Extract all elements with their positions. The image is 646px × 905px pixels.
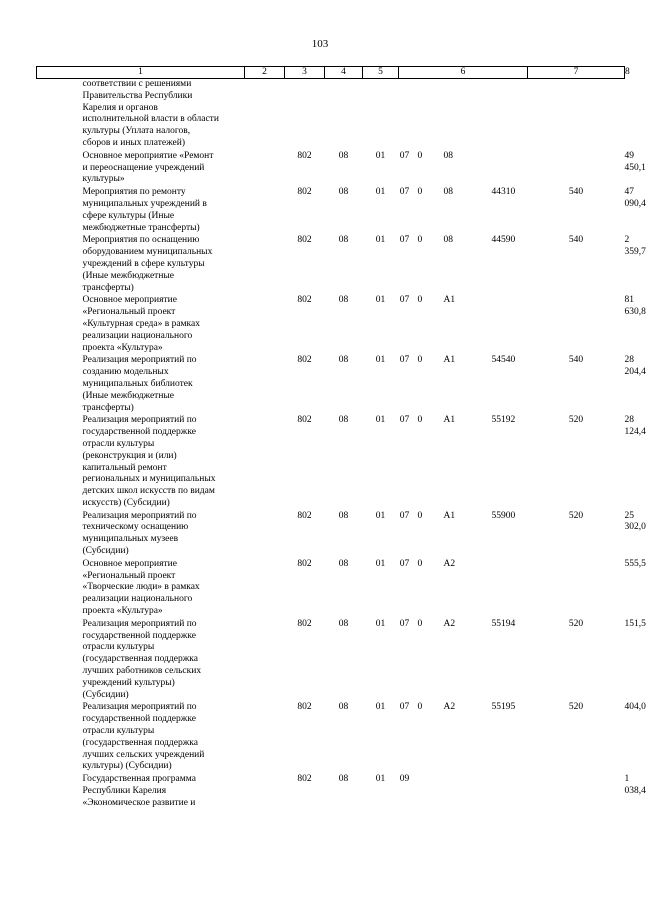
row-col-4: 08 (338, 618, 349, 629)
row-col-6-direction: 55192 (491, 415, 516, 426)
row-col-5: 01 (375, 295, 386, 306)
row-col-5: 01 (375, 774, 386, 785)
row-col-5: 01 (375, 558, 386, 569)
row-col-6-program: 09 (399, 774, 410, 785)
row-col-6-direction: 55195 (491, 702, 516, 713)
row-col-3: 802 (297, 510, 312, 521)
row-col-3: 802 (297, 150, 312, 161)
row-col-6-program: 07 (399, 295, 410, 306)
row-col-4: 08 (338, 150, 349, 161)
row-col-7: 520 (568, 618, 584, 629)
row-col-6-event: A1 (443, 415, 456, 426)
row-col-6-program: 07 (399, 187, 410, 198)
table-row: Реализация мероприятий по техническому оснащению муниципальных музеев (Субсидии) 802 08 01 07 0 A1 55900 520 25 302,0 (37, 511, 625, 559)
row-name: Реализация мероприятий по государственной поддержке отрасли культуры (государственная поддержка лучших сельских учреждений культуры) (Субсидии) (82, 702, 205, 772)
table-row: Основное мероприятие «Региональный проект «Культурная среда» в рамках реализации национального проекта «Культура» 802 08 01 07 0 A1 81 630,8 (37, 295, 625, 355)
row-col-3: 802 (297, 355, 312, 366)
table-body (37, 79, 646, 811)
row-col-3: 802 (297, 618, 312, 629)
header-col-1: 1 (37, 67, 245, 79)
row-col-3: 802 (297, 187, 312, 198)
row-col-6-direction (478, 79, 528, 151)
row-col-4 (325, 79, 363, 151)
row-name: соответствии с решениями Правительства Республики Карелия и органов исполнительной власти в области культуры (Уплата налогов, сборов и иных платежей) (82, 79, 219, 148)
row-col-6-direction: 44310 (491, 187, 516, 198)
table-row (37, 79, 625, 151)
row-col-6-direction: 44590 (491, 235, 516, 246)
row-col-3: 802 (297, 415, 312, 426)
header-row: 1 2 3 4 5 6 7 8 (37, 67, 625, 79)
row-col-7 (528, 295, 625, 355)
row-name: Государственная программа Республики Карелия «Экономическое развитие и (82, 774, 196, 808)
page-number: 103 (311, 38, 329, 50)
row-col-4: 08 (338, 415, 349, 426)
row-col-7 (528, 151, 625, 187)
row-col-3: 802 (297, 774, 312, 785)
row-name: Реализация мероприятий по созданию модельных муниципальных библиотек (Иные межбюджетные трансферты) (82, 355, 197, 413)
row-col-6-program (399, 79, 411, 151)
header-col-7: 7 (528, 67, 625, 79)
row-col-4: 08 (338, 235, 349, 246)
row-col-6-direction: 54540 (491, 355, 516, 366)
row-col-6-subprogram: 0 (417, 510, 423, 521)
row-col-6-subprogram (411, 79, 435, 151)
row-col-6-subprogram: 0 (417, 150, 423, 161)
row-col-6-event: A2 (443, 558, 456, 569)
row-col-6-direction (478, 151, 528, 187)
row-col-7: 540 (568, 235, 584, 246)
row-col-6-program: 07 (399, 355, 410, 366)
row-name: Реализация мероприятий по государственной поддержке отрасли культуры (государственная поддержка лучших работников сельских учреждений культуры) (Субсидии) (82, 618, 202, 700)
row-col-6-program: 07 (399, 618, 410, 629)
table-row: Основное мероприятие «Региональный проект «Творческие люди» в рамках реализации национального проекта «Культура» 802 08 01 07 0 A2 555,5 (37, 559, 625, 619)
row-col-6-program: 07 (399, 510, 410, 521)
row-col-6-subprogram: 0 (417, 295, 423, 306)
row-col-5: 01 (375, 235, 386, 246)
row-col-7: 520 (568, 702, 584, 713)
row-col-6-program: 07 (399, 235, 410, 246)
row-col-3: 802 (297, 295, 312, 306)
row-name: Основное мероприятие «Региональный проект «Культурная среда» в рамках реализации национального проекта «Культура» (82, 295, 200, 353)
row-col-4: 08 (338, 355, 349, 366)
row-col-6-subprogram (411, 774, 435, 810)
row-col-5: 01 (375, 150, 386, 161)
row-col-6-subprogram: 0 (417, 618, 423, 629)
row-col-6-direction (478, 559, 528, 619)
row-name: Основное мероприятие «Ремонт и переоснащение учреждений культуры» (82, 150, 214, 185)
row-name: Мероприятия по оснащению оборудованием муниципальных учреждений в сфере культуры (Иные межбюджетные трансферты) (82, 235, 213, 293)
row-col-4: 08 (338, 774, 349, 785)
row-col-6-subprogram: 0 (417, 355, 423, 366)
budget-table (36, 66, 646, 811)
table-row: Мероприятия по оснащению оборудованием муниципальных учреждений в сфере культуры (Иные межбюджетные трансферты) 802 08 01 07 0 08 44590 540 2 359,7 (37, 235, 625, 295)
row-col-6-event: 08 (443, 187, 453, 198)
table-row: Мероприятия по ремонту муниципальных учреждений в сфере культуры (Иные межбюджетные трансферты) 802 08 01 07 0 08 44310 540 47 090,4 (37, 187, 625, 235)
row-col-6-program: 07 (399, 415, 410, 426)
row-col-3: 802 (297, 558, 312, 569)
row-col-6-direction: 55900 (491, 510, 516, 521)
row-col-5: 01 (375, 510, 386, 521)
row-col-6-program: 07 (399, 150, 410, 161)
row-name: Основное мероприятие «Региональный проект «Творческие люди» в рамках реализации национального проекта «Культура» (82, 558, 200, 617)
header-col-5: 5 (363, 67, 399, 79)
row-col-4: 08 (338, 558, 349, 569)
row-col-4: 08 (338, 295, 349, 306)
row-col-6-event (435, 774, 478, 810)
row-col-6-direction (478, 774, 528, 810)
header-col-6: 6 (399, 67, 528, 79)
header-col-3: 3 (285, 67, 325, 79)
row-col-6-event: A2 (443, 702, 456, 713)
row-name: Мероприятия по ремонту муниципальных учреждений в сфере культуры (Иные межбюджетные трансферты) (82, 187, 207, 233)
row-col-5 (363, 79, 399, 151)
row-col-7: 520 (568, 415, 584, 426)
table-row: Реализация мероприятий по созданию модельных муниципальных библиотек (Иные межбюджетные трансферты) 802 08 01 07 0 A1 54540 540 28 204,4 (37, 355, 625, 415)
row-col-6-event: A1 (443, 355, 456, 366)
row-col-6-event: 08 (443, 150, 453, 161)
row-col-3: 802 (297, 702, 312, 713)
row-col-6-subprogram: 0 (417, 187, 423, 198)
row-col-5: 01 (375, 618, 386, 629)
row-col-4: 08 (338, 702, 349, 713)
table-row: Реализация мероприятий по государственной поддержке отрасли культуры (государственная поддержка лучших работников сельских учреждений культуры) (Субсидии) 802 08 01 07 0 A2 55194 520 151,5 (37, 619, 625, 703)
row-col-4: 08 (338, 187, 349, 198)
row-col-6-program: 07 (399, 558, 410, 569)
row-col-7: 520 (568, 510, 584, 521)
row-name: Реализация мероприятий по государственной поддержке отрасли культуры (реконструкция и (или) капитальный ремонт региональных и муниципальных детских школ искусств по видам искусств) (Субсидии) (82, 415, 216, 508)
row-col-7: 540 (568, 355, 584, 366)
row-col-6-program: 07 (399, 702, 410, 713)
row-col-7 (528, 774, 625, 810)
row-col-6-event: A2 (443, 618, 456, 629)
row-col-7: 540 (568, 187, 584, 198)
row-col-3 (285, 79, 325, 151)
table-row: Основное мероприятие «Ремонт и переоснащение учреждений культуры» 802 08 01 07 0 08 49 450,1 (37, 151, 625, 187)
header-col-4: 4 (325, 67, 363, 79)
row-col-3: 802 (297, 235, 312, 246)
row-col-7 (528, 559, 625, 619)
row-col-6-subprogram: 0 (417, 415, 423, 426)
row-col-6-direction (478, 295, 528, 355)
row-col-5: 01 (375, 355, 386, 366)
header-col-2: 2 (245, 67, 285, 79)
row-col-6-event: 08 (443, 235, 453, 246)
row-name: Реализация мероприятий по техническому оснащению муниципальных музеев (Субсидии) (82, 510, 197, 557)
row-col-4: 08 (338, 510, 349, 521)
row-col-6-event: A1 (443, 510, 456, 521)
row-col-5: 01 (375, 187, 386, 198)
row-col-6-subprogram: 0 (417, 558, 423, 569)
row-col-5: 01 (375, 415, 386, 426)
table-row: Реализация мероприятий по государственной поддержке отрасли культуры (государственная поддержка лучших сельских учреждений культуры) (Субсидии) 802 08 01 07 0 A2 55195 520 404,0 (37, 702, 625, 774)
row-col-6-event (435, 79, 478, 151)
row-col-7 (528, 79, 625, 151)
row-col-6-subprogram: 0 (417, 235, 423, 246)
row-col-5: 01 (375, 702, 386, 713)
table-row: Реализация мероприятий по государственной поддержке отрасли культуры (реконструкция и (или) капитальный ремонт региональных и муниципальных детских школ искусств по видам искусств) (Субсидии) 802 08 01 07 0 A1 55192 520 28 124,4 (37, 415, 625, 510)
row-col-6-event: A1 (443, 295, 456, 306)
table-row: Государственная программа Республики Карелия «Экономическое развитие и 802 08 01 09 1 038,4 (37, 774, 625, 810)
row-col-6-direction: 55194 (491, 618, 516, 629)
row-col-6-subprogram: 0 (417, 702, 423, 713)
